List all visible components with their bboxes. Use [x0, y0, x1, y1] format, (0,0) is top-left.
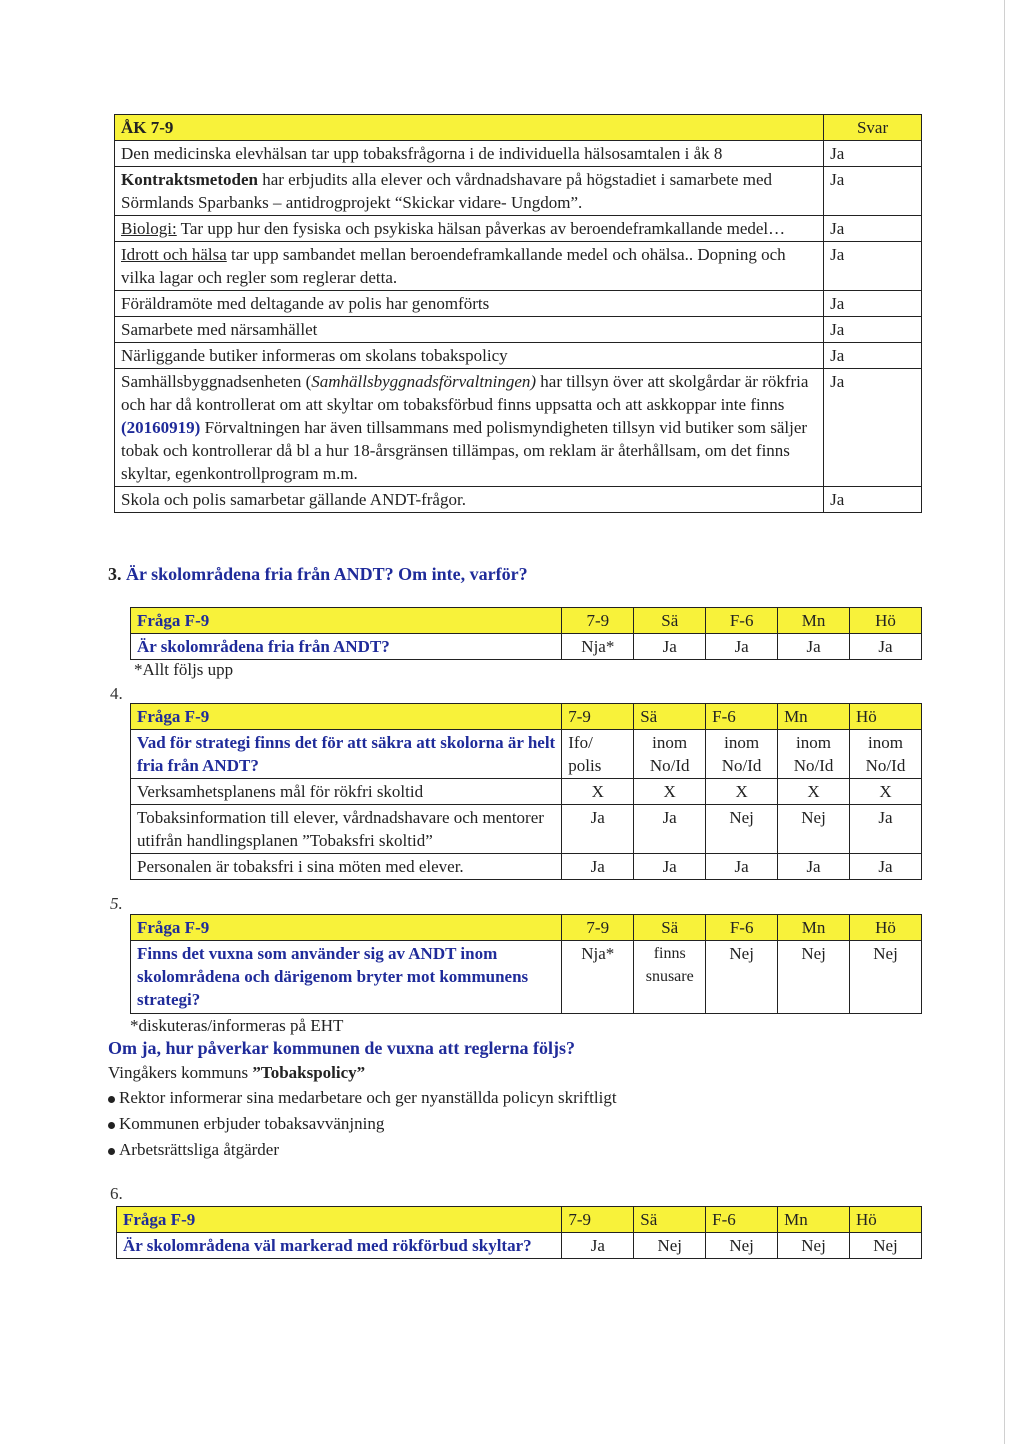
- q3-question: Är skolområdena fria från ANDT?: [131, 634, 562, 660]
- q5-followup-heading: Om ja, hur påverkar kommunen de vuxna att reglerna följs?: [108, 1038, 576, 1058]
- col-mn: Mn: [778, 704, 850, 730]
- table-row: [115, 242, 922, 291]
- row-post: Förvaltningen har även tillsammans med polismyndigheten tillsyn vid butiker som säljer tobak och kontrollerar då bl a hur 18-årsgränsen tillämpas, om reklam är återhållsam, om det finns skyltar, egenkontrollprogram m.m.: [121, 418, 808, 483]
- bullet-text: Rektor informerar sina medarbetare och ger nyanställda policyn skriftligt: [119, 1088, 617, 1107]
- table-row: [115, 317, 922, 343]
- table-row: [115, 369, 922, 487]
- row-body: har erbjudits alla elever och vårdnadshavare på högstadiet i samarbete med Sörmlands Sparbanks – antidrogprojekt “Skickar vidare- Ungdom”.: [121, 170, 772, 212]
- q6-table: [116, 1206, 922, 1259]
- value-cell: Nej: [706, 805, 778, 854]
- q4-question: Vad för strategi finns det för att säkra att skolorna är helt fria från ANDT?: [131, 730, 562, 779]
- subhead-cell: inom No/Id: [850, 730, 922, 779]
- value-cell: X: [706, 779, 778, 805]
- row-date: (20160919): [121, 418, 201, 437]
- bullet-icon: [108, 1122, 115, 1129]
- col-7-9: 7-9: [562, 704, 634, 730]
- q3-header-row: [131, 608, 922, 634]
- value-cell: Nej: [706, 1233, 778, 1259]
- row-svar: Ja: [824, 141, 922, 167]
- row-mid: har tillsyn över att skolgårdar är rökfria och har då kontrollerat om att skyltar om tobaksförbud finns uppsatta och att askkoppar inte finns: [121, 372, 809, 414]
- table-row: [131, 941, 922, 1014]
- row-svar: Ja: [824, 216, 922, 242]
- list-item: [108, 1112, 384, 1135]
- col-7-9: 7-9: [562, 915, 634, 941]
- q4-table: [130, 703, 922, 880]
- list-item: [108, 1086, 617, 1109]
- list-item: [108, 1138, 279, 1161]
- value-cell: Nej: [634, 1233, 706, 1259]
- row-svar: Ja: [824, 343, 922, 369]
- q5-note: *diskuteras/informeras på EHT: [130, 1016, 344, 1035]
- q3-heading-text: Är skolområdena fria från ANDT? Om inte, varför?: [126, 564, 528, 584]
- table-row: [115, 141, 922, 167]
- q3-table: [130, 607, 922, 660]
- row-text: [115, 216, 824, 242]
- col-mn: Mn: [778, 915, 850, 941]
- table-row: [115, 487, 922, 513]
- subhead-cell: inom No/Id: [634, 730, 706, 779]
- row-label: Verksamhetsplanens mål för rökfri skoltid: [131, 779, 562, 805]
- value-cell: Nej: [706, 941, 778, 1014]
- table-row: [131, 634, 922, 660]
- q5-table: [130, 914, 922, 1014]
- q4-number: 4.: [110, 684, 123, 703]
- value-cell: Ja: [778, 634, 850, 660]
- q3-heading: [108, 564, 528, 585]
- row-body: Tar upp hur den fysiska och psykiska hälsan påverkas av beroendeframkallande medel…: [176, 219, 786, 238]
- ak79-table: [114, 114, 922, 513]
- row-svar: Ja: [824, 369, 922, 487]
- bullet-icon: [108, 1096, 115, 1103]
- svar-header: Svar: [824, 115, 922, 141]
- col-mn: Mn: [778, 608, 850, 634]
- col-f-6: F-6: [706, 915, 778, 941]
- ak79-header: ÅK 7-9: [115, 115, 824, 141]
- table-row: [117, 1233, 922, 1259]
- row-svar: Ja: [824, 291, 922, 317]
- col-sa: Sä: [634, 608, 706, 634]
- table-row: [131, 854, 922, 880]
- q5-header-row: [131, 915, 922, 941]
- q3-number: 3.: [108, 564, 122, 584]
- value-cell: finns snusare: [634, 941, 706, 1014]
- q5-question: Finns det vuxna som använder sig av ANDT inom skolområdena och därigenom bryter mot kommunens strategi?: [131, 941, 562, 1014]
- col-f-6: F-6: [706, 704, 778, 730]
- value-cell: Nej: [778, 1233, 850, 1259]
- col-ho: Hö: [850, 704, 922, 730]
- value-cell: Ja: [706, 854, 778, 880]
- row-label: Tobaksinformation till elever, vårdnadshavare och mentorer utifrån handlingsplanen ”Tobaksfri skoltid”: [131, 805, 562, 854]
- value-cell: Nja*: [562, 941, 634, 1014]
- row-text: [115, 167, 824, 216]
- value-cell: Nej: [778, 941, 850, 1014]
- row-text: [115, 369, 824, 487]
- q6-header-label: Fråga F-9: [117, 1207, 562, 1233]
- table-row: [131, 805, 922, 854]
- table-row: [115, 216, 922, 242]
- value-cell: Nej: [850, 1233, 922, 1259]
- col-ho: Hö: [850, 915, 922, 941]
- col-ho: Hö: [850, 1207, 922, 1233]
- value-cell: Ja: [634, 634, 706, 660]
- row-label: Personalen är tobaksfri i sina möten med elever.: [131, 854, 562, 880]
- bullet-icon: [108, 1148, 115, 1155]
- q3-note: *Allt följs upp: [134, 660, 234, 679]
- bullet-text: Arbetsrättsliga åtgärder: [119, 1140, 280, 1159]
- value-cell: Ja: [850, 854, 922, 880]
- value-cell: Nej: [850, 941, 922, 1014]
- row-text: Samarbete med närsamhället: [115, 317, 824, 343]
- row-text: [115, 242, 824, 291]
- value-cell: Ja: [778, 854, 850, 880]
- value-cell: Ja: [562, 1233, 634, 1259]
- q6-number: 6.: [110, 1184, 123, 1203]
- value-cell: X: [850, 779, 922, 805]
- col-ho: Hö: [850, 608, 922, 634]
- col-f-6: F-6: [706, 1207, 778, 1233]
- value-cell: Ja: [562, 854, 634, 880]
- q6-question: Är skolområdena väl markerad med rökförbud skyltar?: [117, 1233, 562, 1259]
- table-row: [115, 291, 922, 317]
- q4-header-row: [131, 704, 922, 730]
- row-lead: Biologi:: [121, 219, 177, 238]
- row-svar: Ja: [824, 167, 922, 216]
- q6-header-row: [117, 1207, 922, 1233]
- row-lead: Idrott och hälsa: [121, 245, 227, 264]
- col-sa: Sä: [634, 704, 706, 730]
- col-7-9: 7-9: [562, 1207, 634, 1233]
- bullet-text: Kommunen erbjuder tobaksavvänjning: [119, 1114, 385, 1133]
- row-lead: Kontraktsmetoden: [121, 170, 258, 189]
- col-sa: Sä: [634, 915, 706, 941]
- row-svar: Ja: [824, 242, 922, 291]
- value-cell: Ja: [706, 634, 778, 660]
- q5-number: 5.: [110, 894, 123, 913]
- table-row: [115, 167, 922, 216]
- value-cell: Ja: [634, 854, 706, 880]
- q5-header-label: Fråga F-9: [131, 915, 562, 941]
- table-row: [115, 343, 922, 369]
- ak79-header-row: [115, 115, 922, 141]
- value-cell: Ja: [850, 805, 922, 854]
- value-cell: X: [562, 779, 634, 805]
- value-cell: Ja: [850, 634, 922, 660]
- col-f-6: F-6: [706, 608, 778, 634]
- subhead-cell: Ifo/ polis: [562, 730, 634, 779]
- col-7-9: 7-9: [562, 608, 634, 634]
- row-svar: Ja: [824, 487, 922, 513]
- row-text: Skola och polis samarbetar gällande ANDT-frågor.: [115, 487, 824, 513]
- col-mn: Mn: [778, 1207, 850, 1233]
- row-svar: Ja: [824, 317, 922, 343]
- row-body: tar upp sambandet mellan beroendeframkallande medel och ohälsa.. Dopning och vilka lagar och regler som reglerar detta.: [121, 245, 786, 287]
- row-italic: Samhällsbyggnadsförvaltningen): [311, 372, 537, 391]
- col-sa: Sä: [634, 1207, 706, 1233]
- row-text: Föräldramöte med deltagande av polis har genomförts: [115, 291, 824, 317]
- table-row: [131, 779, 922, 805]
- row-text: Den medicinska elevhälsan tar upp tobaksfrågorna i de individuella hälsosamtalen i åk 8: [115, 141, 824, 167]
- policy-pre: Vingåkers kommuns: [108, 1063, 253, 1082]
- subhead-cell: inom No/Id: [778, 730, 850, 779]
- policy-line: [108, 1061, 365, 1084]
- value-cell: X: [778, 779, 850, 805]
- table-row: [131, 730, 922, 779]
- q3-header-label: Fråga F-9: [131, 608, 562, 634]
- value-cell: Nej: [778, 805, 850, 854]
- row-pre: Samhällsbyggnadsenheten (: [121, 372, 312, 391]
- value-cell: Ja: [634, 805, 706, 854]
- subhead-cell: inom No/Id: [706, 730, 778, 779]
- page-edge-line: [1004, 0, 1005, 1444]
- policy-title: ”Tobakspolicy”: [252, 1063, 366, 1082]
- value-cell: Nja*: [562, 634, 634, 660]
- value-cell: X: [634, 779, 706, 805]
- row-text: Närliggande butiker informeras om skolans tobakspolicy: [115, 343, 824, 369]
- value-cell: Ja: [562, 805, 634, 854]
- q4-header-label: Fråga F-9: [131, 704, 562, 730]
